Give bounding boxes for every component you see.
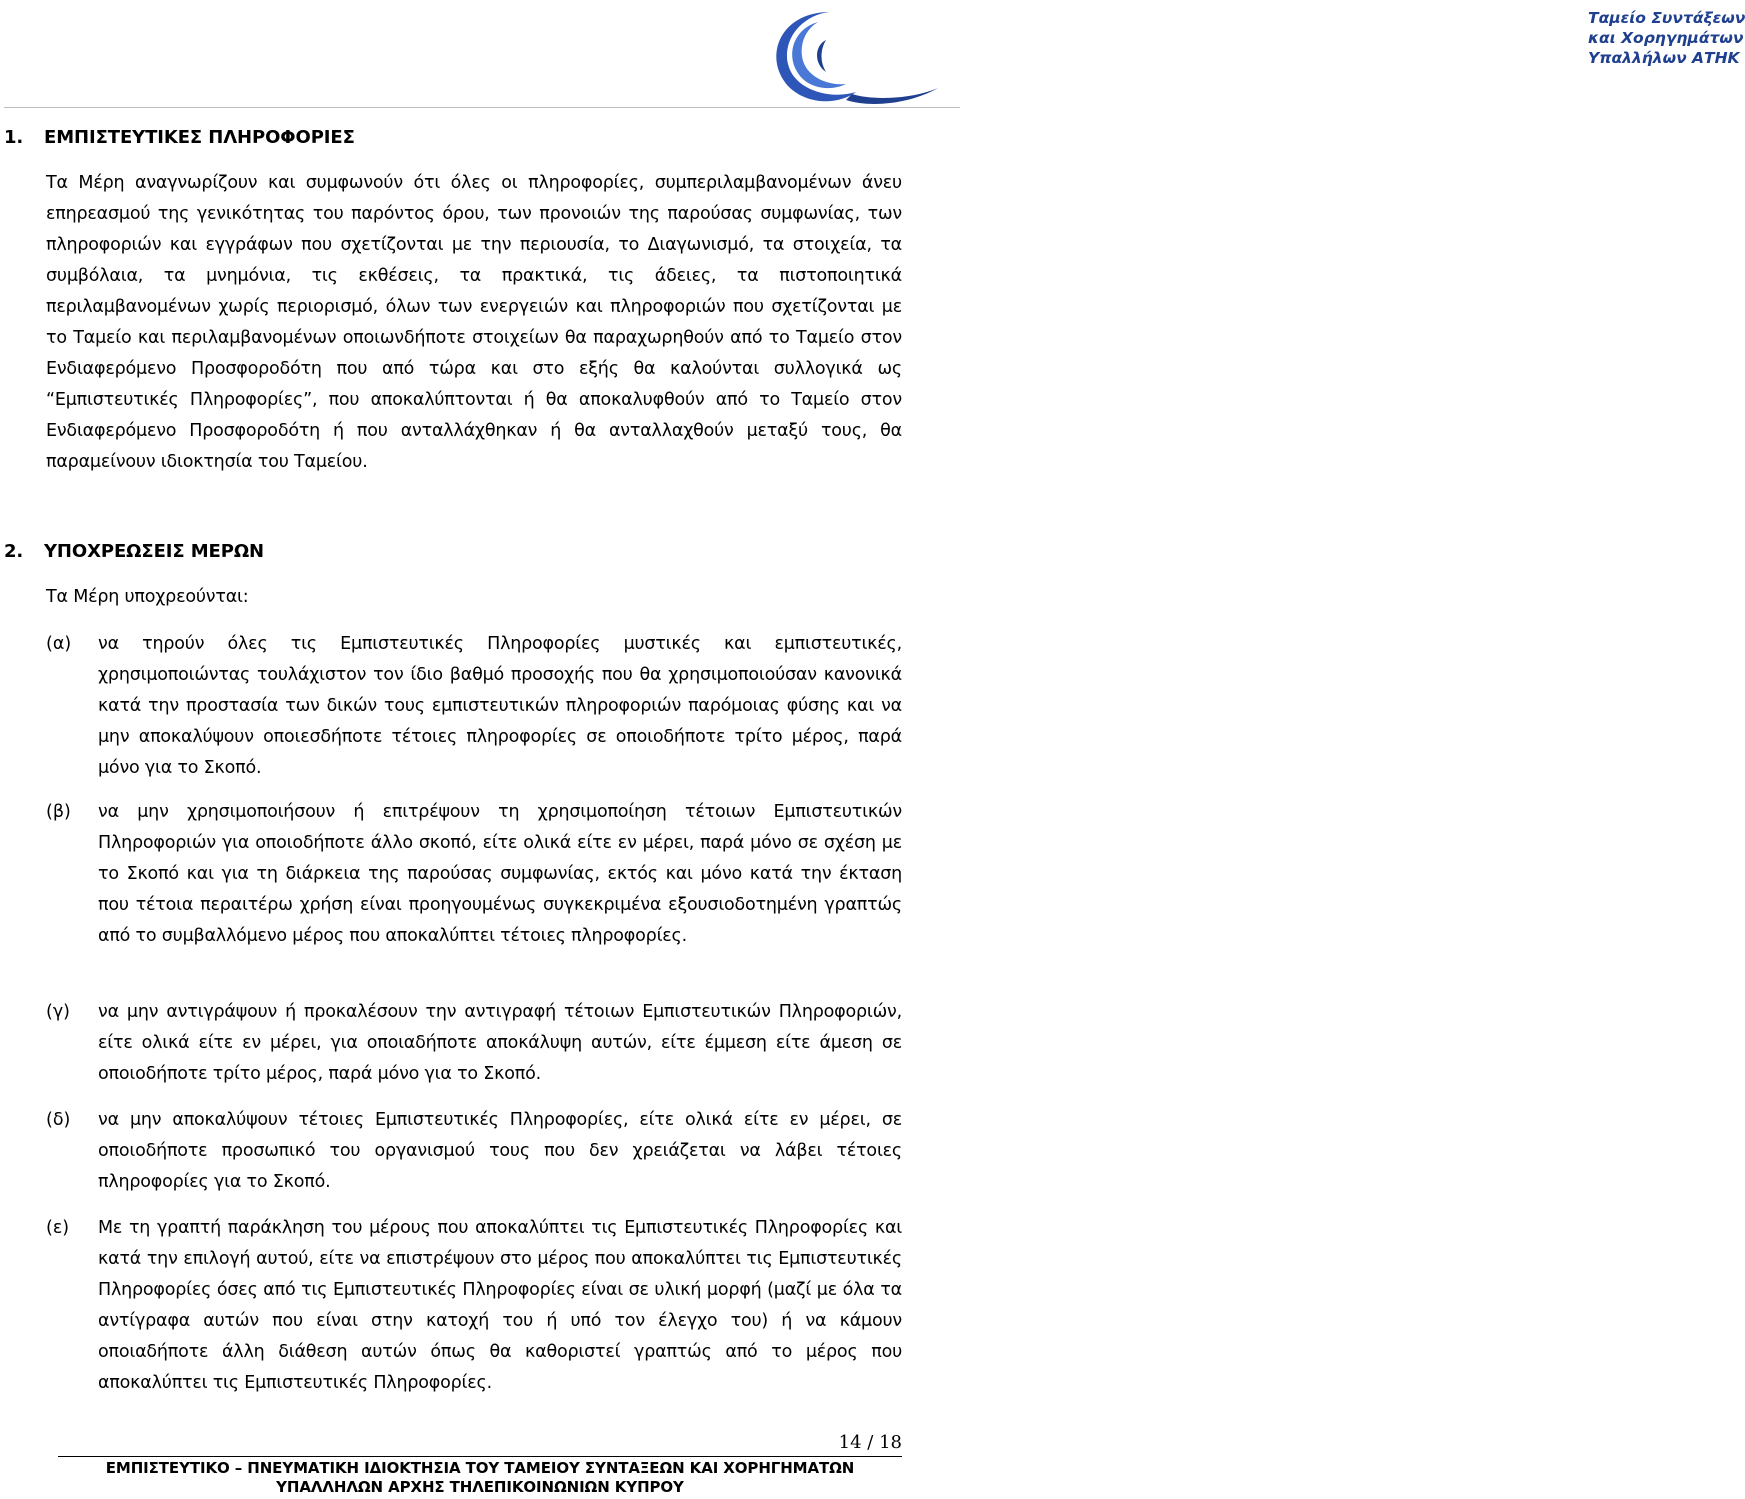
section-2-heading xyxy=(4,541,264,562)
item-b-text: να μην χρησιμοποιήσουν ή επιτρέψουν τη χρησιμοποίηση τέτοιων Εμπιστευτικών Πληροφοριών για οποιοδήποτε άλλο σκοπό, είτε ολικά είτε εν μέρει, παρά μόνο σε σχέση με το Σκοπό και για τη διάρκεια της παρούσας συμφωνίας, εκτός και μόνο κατά την έκταση που τέτοια περαιτέρω χρήση είναι προηγουμένως συγκεκριμένα εξουσιοδοτημένη γραπτώς από το συμβαλλόμενο μέρος που αποκαλύπτει τέτοιες πληροφορίες. xyxy=(98,802,902,946)
logo-text xyxy=(1588,8,1745,68)
item-c-label: (γ) xyxy=(46,1002,71,1022)
section-2-number: 2. xyxy=(4,541,24,562)
logo-line-1: Ταμείο Συντάξεων xyxy=(1588,9,1745,27)
logo-swirl-icon xyxy=(760,0,960,112)
item-a-text: να τηρούν όλες τις Εμπιστευτικές Πληροφορίες μυστικές και εμπιστευτικές, χρησιμοποιώντας τουλάχιστον τον ίδιο βαθμό προσοχής που θα χρησιμοποιούσαν κανονικά κατά την προστασία των δικών τους εμπιστευτικών πληροφοριών παρόμοιας φύσης και να μην αποκαλύψουν οποιεσδήποτε τέτοιες πληροφορίες σε οποιοδήποτε τρίτο μέρος, παρά μόνο για το Σκοπό. xyxy=(98,634,902,778)
item-e-label: (ε) xyxy=(46,1218,70,1238)
section-1-title: ΕΜΠΙΣΤΕΥΤΙΚΕΣ ΠΛΗΡΟΦΟΡΙΕΣ xyxy=(44,127,355,148)
item-e-text: Με τη γραπτή παράκληση του μέρους που αποκαλύπτει τις Εμπιστευτικές Πληροφορίες και κατά την επιλογή αυτού, είτε να επιστρέψουν στο μέρος που αποκαλύπτει τις Εμπιστευτικές Πληροφορίες όσες από τις Εμπιστευτικές Πληροφορίες είναι σε υλική μορφή (μαζί με όλα τα αντίγραφα αυτών που είναι στην κατοχή του ή υπό τον έλεγχο του) ή να κάμουν οποιαδήποτε άλλη διάθεση αυτών όπως θα καθοριστεί γραπτώς από το μέρος που αποκαλύπτει τις Εμπιστευτικές Πληροφορίες. xyxy=(98,1218,902,1393)
section-2-title: ΥΠΟΧΡΕΩΣΕΙΣ ΜΕΡΩΝ xyxy=(44,541,264,562)
item-c-text: να μην αντιγράψουν ή προκαλέσουν την αντιγραφή τέτοιων Εμπιστευτικών Πληροφοριών, είτε ολικά είτε εν μέρει, για οποιαδήποτε αποκάλυψη αυτών, είτε έμμεση είτε άμεση σε οποιοδήποτε τρίτο μέρος, παρά μόνο για το Σκοπό. xyxy=(98,1002,902,1084)
logo-line-3: Υπαλλήλων ΑΤΗΚ xyxy=(1588,49,1740,67)
page-number: 14 / 18 xyxy=(838,1432,902,1453)
fund-logo xyxy=(760,0,1745,112)
section-1-body: Τα Μέρη αναγνωρίζουν και συμφωνούν ότι όλες οι πληροφορίες, συμπεριλαμβανομένων άνευ επηρεασμού της γενικότητας του παρόντος όρου, των προνοιών της παρούσας συμφωνίας, των πληροφοριών και εγγράφων που σχετίζονται με την περιουσία, το Διαγωνισμό, τα στοιχεία, τα συμβόλαια, τα μνημόνια, τις εκθέσεις, τα πρακτικά, τις άδειες, τα πιστοποιητικά περιλαμβανομένων χωρίς περιορισμό, όλων των ενεργειών και πληροφοριών που σχετίζονται με το Ταμείο και περιλαμβανομένων οποιωνδήποτε στοιχείων θα παραχωρηθούν από το Ταμείο στον Ενδιαφερόμενο Προσφοροδότη που από τώρα και στο εξής θα καλούνται συλλογικά ως “Εμπιστευτικές Πληροφορίες”, που αποκαλύπτονται ή θα αποκαλυφθούν από το Ταμείο στον Ενδιαφερόμενο Προσφοροδότη ή που ανταλλάχθηκαν ή θα ανταλλαχθούν μεταξύ τους, θα παραμείνουν ιδιοκτησία του Ταμείου. xyxy=(46,173,902,472)
footer-line-2: ΥΠΑΛΛΗΛΩΝ ΑΡΧΗΣ ΤΗΛΕΠΙΚΟΙΝΩΝΙΩΝ ΚΥΠΡΟΥ xyxy=(276,1478,684,1496)
item-b-label: (β) xyxy=(46,802,71,822)
item-d-label: (δ) xyxy=(46,1110,71,1130)
footer-line-1: ΕΜΠΙΣΤΕΥΤΙΚΟ – ΠΝΕΥΜΑΤΙΚΗ ΙΔΙΟΚΤΗΣΙΑ ΤΟΥ ΤΑΜΕΙΟΥ ΣΥΝΤΑΞΕΩΝ ΚΑΙ ΧΟΡΗΓΗΜΑΤΩΝ xyxy=(105,1459,855,1477)
header-divider xyxy=(4,107,960,108)
item-d-text: να μην αποκαλύψουν τέτοιες Εμπιστευτικές Πληροφορίες, είτε ολικά είτε εν μέρει, σε οποιοδήποτε προσωπικό του οργανισμού τους που δεν χρειάζεται να λάβει τέτοιες πληροφορίες για το Σκοπό. xyxy=(98,1110,902,1192)
section-2-intro: Τα Μέρη υποχρεούνται: xyxy=(46,587,249,607)
item-a-label: (α) xyxy=(46,634,72,654)
section-1-heading xyxy=(4,127,355,148)
section-1-number: 1. xyxy=(4,127,24,148)
footer-divider xyxy=(58,1456,902,1457)
logo-line-2: και Χορηγημάτων xyxy=(1588,29,1744,47)
